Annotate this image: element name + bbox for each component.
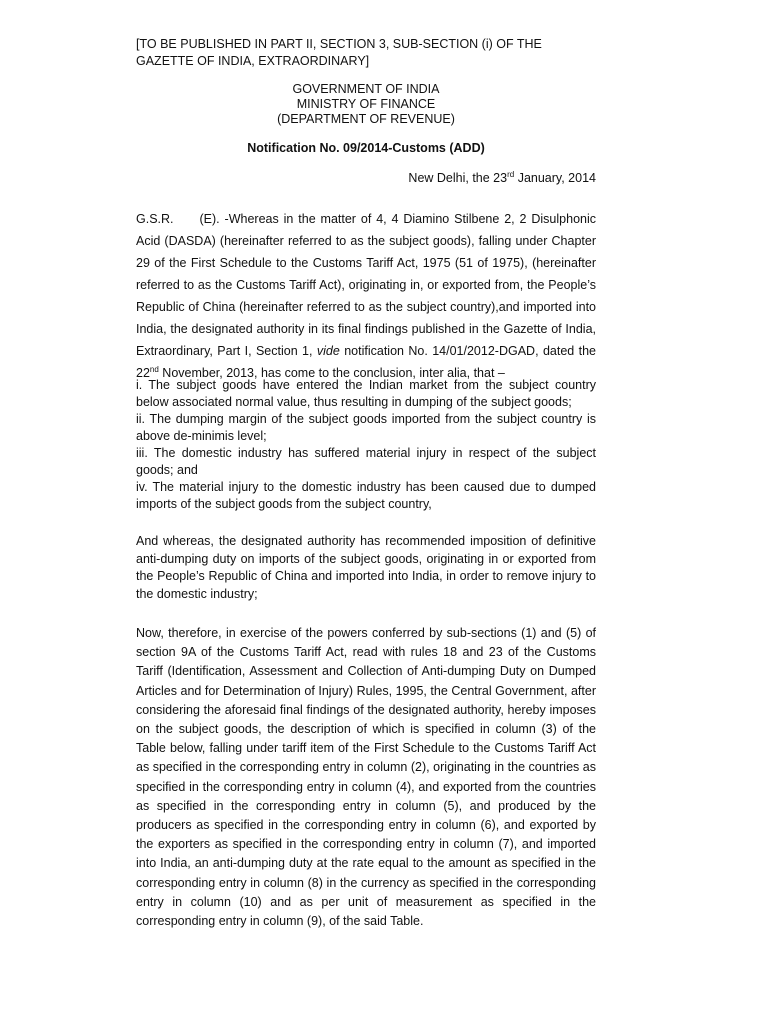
dateline-prefix: New Delhi, the 23 [408,171,508,186]
finding-item: iii. The domestic industry has suffered material injury in respect of the subject goods; and [136,446,596,477]
recommendation-paragraph: And whereas, the designated authority has recommended imposition of definitive anti-dumping duty on imports of the subject goods, originating in or exported from the People’s Republic of China and imported into India, in order to remove injury to the domestic industry; [136,534,596,601]
dateline-ordinal: rd [507,170,515,179]
authority-line-government: GOVERNMENT OF INDIA [292,82,440,96]
preamble-paragraph [136,208,596,384]
finding-item: ii. The dumping margin of the subject goods imported from the subject country is above de-minimis level; [136,412,596,443]
issuing-authority [136,82,596,127]
authority-line-ministry: MINISTRY OF FINANCE [296,97,436,111]
vide-word: vide [316,344,340,358]
dateline [136,170,596,185]
gsr-label: G.S.R. [136,212,174,226]
findings-list [136,377,596,513]
finding-item: i. The subject goods have entered the Indian market from the subject country below associated normal value, thus resulting in dumping of the subject goods; [136,378,596,409]
preamble-ordinal: nd [149,364,159,374]
publication-note: [TO BE PUBLISHED IN PART II, SECTION 3, SUB-SECTION (i) OF THE GAZETTE OF INDIA, EXTRAORDINARY] [136,37,542,68]
finding-item: iv. The material injury to the domestic industry has been caused due to dumped imports of the subject goods from the subject country, [136,480,596,511]
preamble-text-a: (E). -Whereas in the matter of 4, 4 Diamino Stilbene 2, 2 Disulphonic Acid (DASDA) (hereinafter referred to as the subject goods), falling under Chapter 29 of the First Schedule to the Customs Tariff Act, 1975 (51 of 1975), (hereinafter referred to as the Customs Tariff Act), originating in, or exported from, the People’s Republic of China (hereinafter referred to as the subject country),and imported into India, the designated authority in its final findings published in the Gazette of India, Extraordinary, Part I, Section 1, [136,212,596,358]
operative-paragraph: Now, therefore, in exercise of the powers conferred by sub-sections (1) and (5) of section 9A of the Customs Tariff Act, read with rules 18 and 23 of the Customs Tariff (Identification, Assessment and Collection of Anti-dumping Duty on Dumped Articles and for Determination of Injury) Rules, 1995, the Central Government, after considering the aforesaid final findings of the designated authority, hereby imposes on the subject goods, the description of which is specified in column (3) of the Table below, falling under tariff item of the First Schedule to the Customs Tariff Act as specified in the corresponding entry in column (2), originating in the countries as specified in the corresponding entry in column (4), and exported from the countries as specified in the corresponding entry in column (5), and produced by the producers as specified in the corresponding entry in column (6), and exported by the exporters as specified in the corresponding entry in column (7), and imported into India, an anti-dumping duty at the rate equal to the amount as specified in the corresponding entry in column (8) in the currency as specified in the corresponding entry in column (10) and as per unit of measurement as specified in the corresponding entry in column (9), of the said Table. [136,626,596,929]
notification-title: Notification No. 09/2014-Customs (ADD) [247,141,485,155]
preamble-text-c: November, 2013, has come to the conclusion, inter alia, that – [158,366,505,380]
preamble-text-b: notification No. 14/01/2012-DGAD, dated the 22 [136,344,596,380]
authority-line-department: (DEPARTMENT OF REVENUE) [277,112,455,126]
dateline-rest: January, 2014 [514,171,596,186]
